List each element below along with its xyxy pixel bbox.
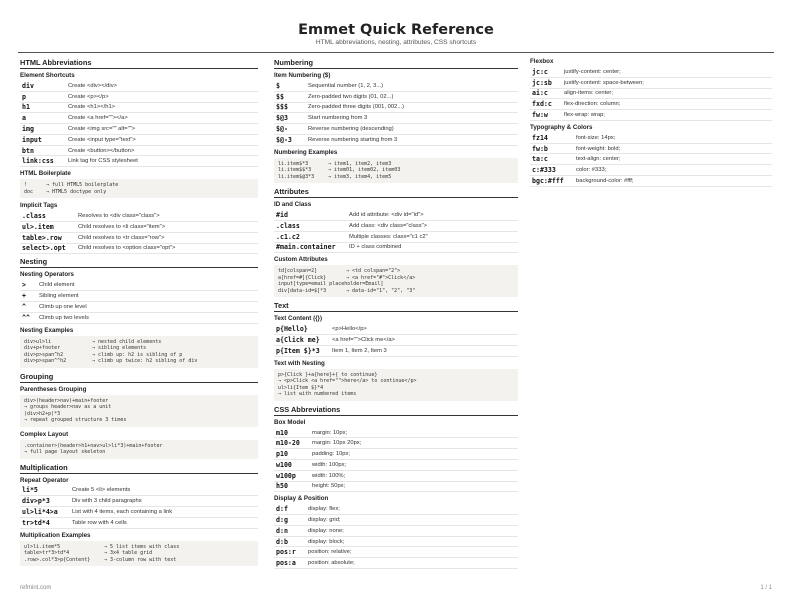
- code-abbreviation: doc: [24, 188, 34, 195]
- code-abbreviation: div>p>span^h2: [24, 351, 64, 358]
- shortcut-key: bgc:#fff: [530, 176, 574, 187]
- subsection-typography-colors: Typography & Colors: [530, 123, 593, 131]
- shortcut-description: ID + class combined: [347, 242, 518, 253]
- code-abbreviation: input[type=email placeholder=Email]: [278, 281, 384, 288]
- shortcut-key: $: [274, 81, 306, 91]
- table-row: [20, 156, 258, 167]
- box-model-table: [274, 428, 518, 493]
- column-3: [530, 58, 772, 190]
- shortcut-key: ^: [20, 301, 37, 312]
- typography-colors-table: [530, 133, 772, 187]
- shortcut-description: Add id attribute: <div id="id">: [347, 210, 518, 220]
- table-row: [274, 460, 518, 471]
- code-result: → item1, item2, item3: [328, 160, 392, 167]
- code-abbreviation: li.item$$*3: [278, 167, 312, 174]
- code-line: p>{Click }+a{here}+{ to continue}: [278, 371, 378, 378]
- shortcut-key: ul>li*4>a: [20, 507, 70, 518]
- table-row: [20, 517, 258, 528]
- shortcut-description: flex-direction: column;: [562, 99, 772, 110]
- shortcut-key: m10: [274, 428, 310, 438]
- id-class-table: [274, 210, 518, 253]
- table-row: [274, 449, 518, 460]
- shortcut-key: div>p*3: [20, 496, 70, 507]
- table-row: [530, 88, 772, 99]
- code-abbreviation: td[colspan=2]: [278, 268, 318, 275]
- shortcut-key: .class: [274, 220, 347, 231]
- code-result: → 3x4 table grid: [104, 550, 153, 557]
- code-line: → groups header>nav as a unit: [24, 404, 112, 410]
- shortcut-key: img: [20, 124, 66, 135]
- shortcut-description: Sequential number (1, 2, 3...): [306, 81, 518, 91]
- table-row: [20, 81, 258, 91]
- shortcut-description: Child element: [37, 280, 258, 290]
- shortcut-key: jc:c: [530, 67, 562, 77]
- shortcut-key: >: [20, 280, 37, 290]
- shortcut-description: align-items: center;: [562, 88, 772, 99]
- code-abbreviation: li.item$*3: [278, 160, 309, 167]
- code-block-complex-layout: [20, 440, 258, 459]
- page-title: Emmet Quick Reference: [298, 22, 494, 38]
- code-abbreviation: li.item$@3*3: [278, 173, 315, 180]
- shortcut-description: Climb up two levels: [37, 312, 258, 323]
- table-row: [274, 102, 518, 113]
- table-row: [530, 176, 772, 187]
- table-row: [274, 525, 518, 536]
- shortcut-key: p10: [274, 449, 310, 460]
- section-multiplication: Multiplication: [20, 463, 258, 474]
- code-block-text-nesting: [274, 369, 518, 401]
- code-line: → repeat grouped structure 3 times: [24, 417, 127, 423]
- table-row: [274, 345, 518, 356]
- table-row: [20, 243, 258, 254]
- shortcut-key: h50: [274, 481, 310, 492]
- table-row: [274, 515, 518, 526]
- section-html-abbreviations: HTML Abbreviations: [20, 58, 258, 69]
- shortcut-key: c:#333: [530, 165, 574, 176]
- section-attributes: Attributes: [274, 187, 518, 198]
- table-row: [274, 324, 518, 334]
- shortcut-description: margin: 10px;: [310, 428, 518, 438]
- shortcut-key: input: [20, 134, 66, 145]
- code-line: div>(header>nav)+main+footer: [24, 397, 109, 404]
- subsection-item-numbering: Item Numbering ($): [274, 72, 331, 79]
- shortcut-description: font-size: 14px;: [574, 133, 772, 143]
- shortcut-description: Resolves to <div class="class">: [76, 211, 258, 221]
- code-block-boilerplate: [20, 179, 258, 198]
- table-row: [274, 134, 518, 145]
- code-line: [24, 557, 254, 564]
- shortcut-description: background-color: #fff;: [574, 176, 772, 187]
- code-result: → <td colspan="2">: [346, 268, 401, 275]
- shortcut-description: Reverse numbering starting from 3: [306, 134, 518, 145]
- shortcut-key: link:css: [20, 156, 66, 167]
- shortcut-key: tr>td*4: [20, 517, 70, 528]
- section-numbering: Numbering: [274, 58, 518, 69]
- table-row: [20, 496, 258, 507]
- page-subtitle: HTML abbreviations, nesting, attributes, CSS shortcuts: [315, 39, 477, 46]
- repeat-operator-table: [20, 486, 258, 529]
- shortcut-description: Add class: <div class="class">: [347, 220, 518, 231]
- table-row: [530, 133, 772, 143]
- table-row: [20, 232, 258, 243]
- shortcut-key: d:f: [274, 504, 306, 514]
- shortcut-description: Create <input type="text">: [66, 134, 258, 145]
- table-row: [20, 312, 258, 323]
- shortcut-description: Create <button></button>: [66, 145, 258, 156]
- shortcut-key: ta:c: [530, 154, 574, 165]
- subsection-repeat-operator: Repeat Operator: [20, 476, 69, 484]
- shortcut-key: w100: [274, 460, 310, 471]
- code-abbreviation: div>ul>li: [24, 338, 52, 345]
- code-block-custom-attributes: [274, 265, 518, 297]
- shortcut-key: $@-: [274, 124, 306, 135]
- shortcut-key: a{Click me}: [274, 335, 330, 346]
- code-line: [278, 288, 514, 295]
- shortcut-key: .c1.c2: [274, 231, 347, 242]
- shortcut-description: Climb up one level: [37, 301, 258, 312]
- table-row: [530, 67, 772, 77]
- table-row: [530, 154, 772, 165]
- code-block-nesting-examples: [20, 336, 258, 368]
- code-abbreviation: table>tr*3>td*4: [24, 550, 70, 557]
- shortcut-key: m10-20: [274, 438, 310, 449]
- shortcut-key: p: [20, 91, 66, 102]
- shortcut-key: $$$: [274, 102, 306, 113]
- shortcut-key: $@3: [274, 113, 306, 124]
- shortcut-description: color: #333;: [574, 165, 772, 176]
- shortcut-description: Reverse numbering (descending): [306, 124, 518, 135]
- column-1: [20, 58, 258, 570]
- subsection-multiplication-examples: Multiplication Examples: [20, 531, 91, 539]
- subsection-parentheses-grouping: Parentheses Grouping: [20, 385, 87, 393]
- table-row: [20, 91, 258, 102]
- shortcut-description: Sibling element: [37, 291, 258, 302]
- code-result: → climb up twice: h2 sibling of div: [92, 358, 198, 364]
- table-row: [20, 507, 258, 518]
- table-row: [530, 143, 772, 154]
- table-row: [20, 102, 258, 113]
- shortcut-description: text-align: center;: [574, 154, 772, 165]
- shortcut-description: position: absolute;: [306, 558, 518, 569]
- element-shortcuts-table: [20, 81, 258, 167]
- shortcut-description: Create <img src="" alt="">: [66, 124, 258, 135]
- code-result: → climb up: h2 is sibling of p: [92, 351, 183, 358]
- shortcut-key: .class: [20, 211, 76, 221]
- subsection-id-and-class: ID and Class: [274, 201, 312, 209]
- shortcut-key: li*5: [20, 486, 70, 496]
- code-abbreviation: ul>li.item*5: [24, 543, 61, 550]
- subsection-implicit-tags: Implicit Tags: [20, 202, 58, 210]
- shortcut-description: Create 5 <li> elements: [70, 486, 258, 496]
- shortcut-description: Multiple classes: class="c1 c2": [347, 231, 518, 242]
- shortcut-description: justify-content: space-between;: [562, 77, 772, 88]
- shortcut-description: Create <h1></h1>: [66, 102, 258, 113]
- subsection-html-boilerplate: HTML Boilerplate: [20, 170, 71, 178]
- code-line: [24, 358, 254, 365]
- flexbox-table: [530, 67, 772, 121]
- shortcut-description: display: grid;: [306, 515, 518, 526]
- table-row: [274, 113, 518, 124]
- table-row: [20, 134, 258, 145]
- table-row: [274, 558, 518, 569]
- code-result: → 3-column row with text: [104, 556, 177, 563]
- table-row: [20, 291, 258, 302]
- shortcut-key: d:g: [274, 515, 306, 526]
- code-block-numbering-examples: [274, 158, 518, 184]
- code-result: → <a href="#">Click</a>: [346, 274, 416, 281]
- subsection-flexbox: Flexbox: [530, 58, 554, 65]
- code-result: → item01, item02, item03: [328, 167, 401, 174]
- shortcut-description: Create <div></div>: [66, 81, 258, 91]
- code-line: ul>li{Item $}*4: [278, 384, 324, 391]
- code-block-parentheses: [20, 395, 258, 427]
- shortcut-description: Child resolves to <li class="item">: [76, 222, 258, 233]
- code-line: [278, 174, 514, 181]
- table-row: [20, 301, 258, 312]
- table-row: [20, 124, 258, 135]
- table-row: [274, 81, 518, 91]
- shortcut-key: ai:c: [530, 88, 562, 99]
- table-row: [530, 110, 772, 121]
- shortcut-key: pos:r: [274, 547, 306, 558]
- table-row: [274, 242, 518, 253]
- shortcut-description: <a href="">Click me</a>: [330, 335, 518, 346]
- shortcut-key: btn: [20, 145, 66, 156]
- shortcut-description: padding: 10px;: [310, 449, 518, 460]
- subsection-text-content: Text Content ({}): [274, 315, 323, 323]
- shortcut-key: $@-3: [274, 134, 306, 145]
- subsection-box-model: Box Model: [274, 418, 306, 426]
- footer-site: refmint.com: [20, 585, 52, 591]
- section-grouping: Grouping: [20, 372, 258, 383]
- shortcut-key: #main.container: [274, 242, 347, 253]
- shortcut-description: Link tag for CSS stylesheet: [66, 156, 258, 167]
- table-row: [530, 99, 772, 110]
- shortcut-key: table>.row: [20, 232, 76, 243]
- shortcut-description: flex-wrap: wrap;: [562, 110, 772, 121]
- shortcut-description: Child resolves to <option class="opt">: [76, 243, 258, 254]
- table-row: [20, 211, 258, 221]
- code-line: → <p>Click <a href="">here</a> to continue</p>: [278, 378, 417, 385]
- code-line: [24, 189, 254, 196]
- shortcut-key: select>.opt: [20, 243, 76, 254]
- shortcut-key: +: [20, 291, 37, 302]
- table-row: [274, 210, 518, 220]
- table-row: [274, 504, 518, 514]
- shortcut-description: Zero-padded three digits (001, 002...): [306, 102, 518, 113]
- code-abbreviation: div+p+footer: [24, 345, 61, 351]
- code-line: → full page layout skeleton: [24, 449, 106, 455]
- text-content-table: [274, 324, 518, 356]
- shortcut-description: height: 50px;: [310, 481, 518, 492]
- code-result: → sibling elements: [92, 345, 147, 351]
- implicit-tags-table: [20, 211, 258, 254]
- code-result: → HTML5 doctype only: [46, 188, 107, 195]
- code-result: → data-id="1", "2", "3": [346, 287, 416, 294]
- table-row: [20, 280, 258, 290]
- shortcut-description: display: block;: [306, 536, 518, 547]
- display-position-table: [274, 504, 518, 569]
- code-result: → 5 list items with class: [104, 543, 180, 550]
- table-row: [274, 547, 518, 558]
- shortcut-key: fw:w: [530, 110, 562, 121]
- code-abbreviation: div>p>span^^h2: [24, 358, 67, 364]
- shortcut-description: Create <a href=""></a>: [66, 113, 258, 124]
- subsection-complex-layout: Complex Layout: [20, 430, 69, 438]
- table-row: [20, 145, 258, 156]
- shortcut-key: div: [20, 81, 66, 91]
- subsection-numbering-examples: Numbering Examples: [274, 148, 338, 156]
- subsection-text-with-nesting: Text with Nesting: [274, 359, 325, 367]
- shortcut-key: p{Item $}*3: [274, 345, 330, 356]
- code-line: (div>h2+p)*3: [24, 410, 61, 417]
- table-row: [274, 220, 518, 231]
- subsection-display-position: Display & Position: [274, 495, 329, 503]
- table-row: [274, 335, 518, 346]
- shortcut-key: d:n: [274, 525, 306, 536]
- table-row: [274, 428, 518, 438]
- code-abbreviation: div[data-id=$]*3: [278, 287, 327, 294]
- shortcut-key: fw:b: [530, 143, 574, 154]
- section-css-abbreviations: CSS Abbreviations: [274, 405, 518, 416]
- code-block-multiplication-examples: [20, 541, 258, 567]
- column-2: [274, 58, 518, 572]
- table-row: [20, 113, 258, 124]
- shortcut-key: d:b: [274, 536, 306, 547]
- shortcut-key: h1: [20, 102, 66, 113]
- shortcut-description: font-weight: bold;: [574, 143, 772, 154]
- page-header: [0, 22, 792, 46]
- table-row: [20, 222, 258, 233]
- code-result: → item3, item4, item5: [328, 173, 392, 180]
- shortcut-key: fxd:c: [530, 99, 562, 110]
- shortcut-key: jc:sb: [530, 77, 562, 88]
- shortcut-description: Item 1, Item 2, Item 3: [330, 345, 518, 356]
- table-row: [274, 124, 518, 135]
- shortcut-description: Table row with 4 cells: [70, 517, 258, 528]
- header-divider: [18, 52, 774, 53]
- shortcut-description: Start numbering from 3: [306, 113, 518, 124]
- shortcut-description: justify-content: center;: [562, 67, 772, 77]
- shortcut-description: Create <p></p>: [66, 91, 258, 102]
- shortcut-description: margin: 10px 20px;: [310, 438, 518, 449]
- shortcut-description: width: 100px;: [310, 460, 518, 471]
- table-row: [20, 486, 258, 496]
- table-row: [274, 470, 518, 481]
- shortcut-description: Div with 3 child paragraphs: [70, 496, 258, 507]
- code-abbreviation: .row>.col*3>p{Content}: [24, 556, 91, 563]
- shortcut-description: width: 100%;: [310, 470, 518, 481]
- shortcut-key: pos:a: [274, 558, 306, 569]
- footer-page-number: 1 / 1: [760, 585, 772, 591]
- shortcut-key: p{Hello}: [274, 324, 330, 334]
- table-row: [274, 231, 518, 242]
- section-nesting: Nesting: [20, 257, 258, 268]
- code-result: → full HTML5 boilerplate: [46, 182, 119, 189]
- shortcut-key: ^^: [20, 312, 37, 323]
- shortcut-description: position: relative;: [306, 547, 518, 558]
- shortcut-key: w100p: [274, 470, 310, 481]
- shortcut-description: Zero-padded two digits (01, 02...): [306, 91, 518, 102]
- shortcut-description: List with 4 items, each containing a link: [70, 507, 258, 518]
- shortcut-key: fz14: [530, 133, 574, 143]
- code-abbreviation: a[href=#]{Click}: [278, 274, 327, 281]
- subsection-nesting-operators: Nesting Operators: [20, 271, 74, 279]
- section-text: Text: [274, 301, 518, 312]
- subsection-custom-attributes: Custom Attributes: [274, 256, 328, 264]
- subsection-nesting-examples: Nesting Examples: [20, 326, 74, 334]
- table-row: [274, 536, 518, 547]
- table-row: [530, 165, 772, 176]
- shortcut-key: #id: [274, 210, 347, 220]
- shortcut-description: display: none;: [306, 525, 518, 536]
- shortcut-key: ul>.item: [20, 222, 76, 233]
- shortcut-description: display: flex;: [306, 504, 518, 514]
- shortcut-key: a: [20, 113, 66, 124]
- subsection-element-shortcuts: Element Shortcuts: [20, 72, 75, 79]
- table-row: [274, 481, 518, 492]
- shortcut-key: $$: [274, 91, 306, 102]
- shortcut-description: <p>Hello</p>: [330, 324, 518, 334]
- table-row: [274, 438, 518, 449]
- table-row: [530, 77, 772, 88]
- table-row: [274, 91, 518, 102]
- shortcut-description: Child resolves to <tr class="row">: [76, 232, 258, 243]
- item-numbering-table: [274, 81, 518, 146]
- code-result: → nested child elements: [92, 338, 162, 345]
- nesting-operators-table: [20, 280, 258, 323]
- code-line: .container>(header>h1+nav>ul>li*3)+main+footer: [24, 442, 163, 449]
- code-abbreviation: !: [24, 182, 28, 189]
- code-line: → list with numbered items: [278, 391, 357, 398]
